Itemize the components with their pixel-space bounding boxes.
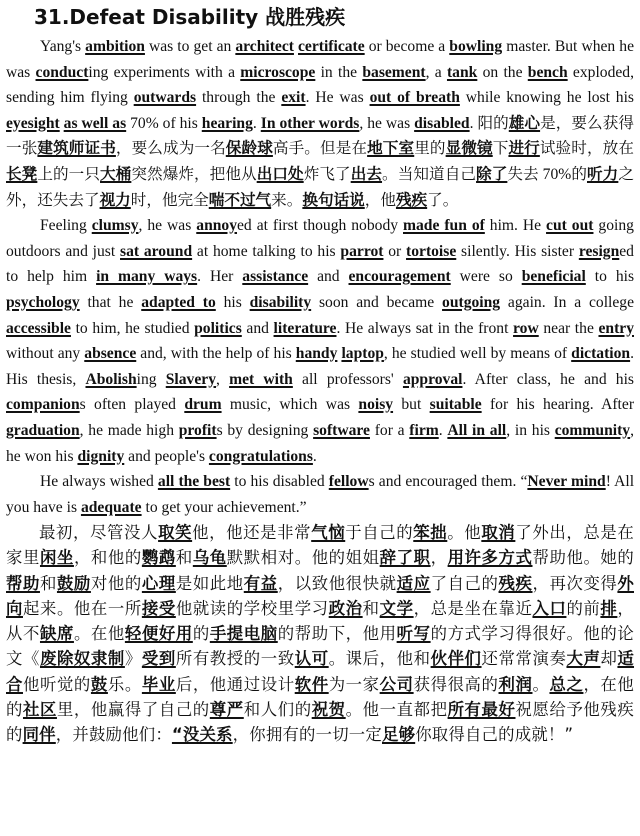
text-run: in the xyxy=(315,63,363,81)
text-run: Yang's xyxy=(40,38,86,55)
vocab-term: 伙伴们 xyxy=(430,649,482,669)
text-run: ed to help him xyxy=(6,242,634,286)
text-run: ，和他的 xyxy=(73,548,142,568)
vocab-term: 祝贺 xyxy=(311,699,346,719)
vocab-term: 有益 xyxy=(243,573,278,593)
vocab-term: microscope xyxy=(240,63,316,81)
vocab-term: 软件 xyxy=(294,674,329,694)
vocab-term: laptop xyxy=(341,345,384,363)
vocab-term: assistance xyxy=(242,268,309,286)
text-run: 了自己的 xyxy=(430,573,499,593)
text-run: , he was xyxy=(359,114,415,132)
text-run: 他听觉的 xyxy=(22,674,91,694)
vocab-term: 缺席 xyxy=(39,624,74,644)
text-run: for his hearing. After xyxy=(481,396,635,414)
text-run: 起来。他在一所 xyxy=(22,598,142,618)
text-run: s often played xyxy=(79,396,185,414)
text-run: soon and became xyxy=(311,293,443,311)
text-run: ，在他的 xyxy=(6,674,634,719)
text-run: 是，要么获得一张 xyxy=(6,114,634,158)
vocab-term: basement xyxy=(362,63,426,81)
vocab-term: handy xyxy=(295,345,338,363)
vocab-term: cut out xyxy=(546,217,594,235)
text-run: ，并鼓励他们： xyxy=(55,724,172,744)
text-run: and, with the help of his xyxy=(136,345,296,363)
text-run: ed at first though nobody xyxy=(237,217,403,235)
text-run: without any xyxy=(6,345,85,363)
text-run: master. But when he was xyxy=(6,38,634,81)
text-run: 了。 xyxy=(427,191,459,209)
vocab-term: resign xyxy=(578,242,620,260)
vocab-term: 取消 xyxy=(481,523,516,543)
vocab-term: out of breath xyxy=(369,89,460,107)
vocab-term: dictation xyxy=(571,345,631,363)
vocab-term: 残疾 xyxy=(498,573,533,593)
text-run: 试验时，放在 xyxy=(539,140,634,158)
vocab-term: all the best xyxy=(157,473,231,491)
vocab-term: conduct xyxy=(35,63,89,81)
vocab-term: 闲坐 xyxy=(39,548,74,568)
text-run: 了外出，总是在家里 xyxy=(6,523,635,568)
text-run: silently. His sister xyxy=(456,242,579,260)
vocab-term: 笨拙 xyxy=(413,523,448,543)
vocab-term: drum xyxy=(184,396,222,414)
vocab-term: 大桶 xyxy=(100,165,132,183)
vocab-term: hearing xyxy=(201,114,253,132)
vocab-term: 轻便好用 xyxy=(124,624,193,644)
text-run: to his xyxy=(585,268,635,286)
text-run: 来。 xyxy=(271,191,303,209)
vocab-term: profit xyxy=(178,421,217,439)
text-run: to get your achievement.” xyxy=(141,498,307,516)
vocab-term: 出去 xyxy=(350,165,383,183)
text-run: , he made high xyxy=(79,421,179,439)
text-run: 和人们的 xyxy=(243,699,312,719)
text-run: , a xyxy=(425,63,447,81)
vocab-term: 取笑 xyxy=(158,523,193,543)
text-run: 70% of his xyxy=(126,114,202,132)
text-run: 。 xyxy=(532,674,550,694)
text-run: ，以致他很快就 xyxy=(277,573,397,593)
text-run: ing experiments with a xyxy=(88,63,241,81)
page-title: 31.Defeat Disability 战胜残疾 xyxy=(34,5,346,29)
text-run: , in his xyxy=(506,421,555,439)
vocab-term: outgoing xyxy=(442,293,501,311)
vocab-term: 接受 xyxy=(141,598,176,618)
vocab-term: Abolish xyxy=(85,370,137,388)
text-run: , he was xyxy=(138,217,197,235)
vocab-term: made fun of xyxy=(403,217,485,235)
text-run: to his disabled xyxy=(230,473,329,491)
text-run: 炸飞了 xyxy=(303,165,351,183)
text-run: 是如此地 xyxy=(175,573,244,593)
text-run: to him, he studied xyxy=(70,319,195,337)
text-run: ! All you have is xyxy=(6,473,635,516)
vocab-term: architect xyxy=(235,38,294,55)
vocab-term: politics xyxy=(194,319,242,337)
text-run: that he xyxy=(79,293,142,311)
vocab-term: noisy xyxy=(358,396,394,414)
text-run: ing xyxy=(136,370,166,388)
text-run: for a xyxy=(369,421,410,439)
vocab-term: annoy xyxy=(196,217,238,235)
text-run: ， xyxy=(430,548,448,568)
vocab-term: as well as xyxy=(63,114,127,132)
vocab-term: 除了 xyxy=(476,165,508,183)
vocab-term: parrot xyxy=(340,242,384,260)
text-run: and xyxy=(241,319,274,337)
vocab-term: 听写 xyxy=(396,624,431,644)
text-run: . xyxy=(469,114,478,132)
text-run: s by designing xyxy=(216,421,314,439)
text-run: ，再次变得 xyxy=(532,573,618,593)
vocab-term: beneficial xyxy=(521,268,586,286)
text-run: , he won his xyxy=(6,421,634,465)
vocab-term: 听力 xyxy=(587,165,619,183)
vocab-term: 政治 xyxy=(328,598,363,618)
vocab-term: “没关系 xyxy=(171,724,233,744)
vocab-term: fellow xyxy=(328,473,369,491)
text-run: 于自己的 xyxy=(345,523,414,543)
vocab-term: Slavery xyxy=(165,370,216,388)
vocab-term: 毕业 xyxy=(141,674,176,694)
text-run: 你取得自己的成就！” xyxy=(415,724,574,744)
text-run: 。他一直都把 xyxy=(345,699,448,719)
text-run: while knowing he lost his xyxy=(459,89,634,107)
vocab-term: firm xyxy=(409,421,439,439)
vocab-term: 鼓励 xyxy=(56,573,91,593)
vocab-term: row xyxy=(513,319,539,337)
vocab-term: 雄心 xyxy=(508,114,541,132)
vocab-term: companion xyxy=(6,396,80,414)
vocab-term: bench xyxy=(527,63,568,81)
text-run: . He was xyxy=(305,89,370,107)
text-run: Feeling xyxy=(40,217,92,235)
vocab-term: congratulations xyxy=(208,447,313,465)
text-run: 。课后，他和 xyxy=(328,649,431,669)
vocab-term: 辞了职 xyxy=(379,548,431,568)
vocab-term: graduation xyxy=(6,421,80,439)
paragraph-1 xyxy=(6,34,634,213)
text-run: 上的一只 xyxy=(37,165,101,183)
text-run: 的前 xyxy=(566,598,601,618)
vocab-term: suitable xyxy=(429,396,482,414)
vocab-term: 心理 xyxy=(141,573,176,593)
text-run: him. He xyxy=(484,217,547,235)
text-run: at home talking to his xyxy=(192,242,341,260)
vocab-term: 文学 xyxy=(379,598,414,618)
vocab-term: accessible xyxy=(6,319,71,337)
vocab-term: 认可 xyxy=(294,649,329,669)
text-run: 和 xyxy=(175,548,193,568)
vocab-term: 地下室 xyxy=(367,140,415,158)
vocab-term: 入口 xyxy=(532,598,567,618)
vocab-term: 鹦鹉 xyxy=(141,548,176,568)
vocab-term: ambition xyxy=(85,38,145,55)
vocab-term: bowling xyxy=(449,38,503,55)
text-run: 。他 xyxy=(447,523,482,543)
vocab-term: eyesight xyxy=(6,114,60,132)
text-run: and xyxy=(308,268,349,286)
vocab-term: 同伴 xyxy=(22,724,56,744)
vocab-term: Never mind xyxy=(527,473,606,491)
text-run: all professors' xyxy=(292,370,403,388)
vocab-term: 视力 xyxy=(99,191,131,209)
text-run: 高手。但是在 xyxy=(272,140,368,158)
vocab-term: 用许多方式 xyxy=(447,548,533,568)
vocab-term: literature xyxy=(273,319,337,337)
text-run: . xyxy=(438,421,448,439)
vocab-term: 利润 xyxy=(498,674,533,694)
text-run: 祝愿给予他残疾的 xyxy=(6,699,634,744)
text-run: 突然爆炸，把他从 xyxy=(131,165,257,183)
vocab-term: software xyxy=(313,421,370,439)
text-run: or xyxy=(383,242,407,260)
paragraph-3 xyxy=(6,469,634,520)
text-run: . xyxy=(312,447,317,465)
vocab-term: 出口处 xyxy=(256,165,304,183)
vocab-term: encouragement xyxy=(348,268,451,286)
text-run: . After class, he and his xyxy=(462,370,635,388)
text-run: 里，他赢得了自己的 xyxy=(56,699,210,719)
text-run: , he studied well by means of xyxy=(383,345,572,363)
paragraph-4 xyxy=(6,520,634,747)
vocab-term: 适合 xyxy=(6,649,635,694)
vocab-term: 足够 xyxy=(382,724,416,744)
text-run: 对他的 xyxy=(90,573,142,593)
text-run: ，你拥有的一切一定 xyxy=(232,724,382,744)
vocab-term: community xyxy=(554,421,631,439)
text-run: 他，他还是非常 xyxy=(192,523,312,543)
vocab-term: met with xyxy=(229,370,293,388)
vocab-term: disability xyxy=(249,293,312,311)
vocab-term: In other words xyxy=(260,114,360,132)
vocab-term: 进行 xyxy=(508,140,540,158)
vocab-term: 残疾 xyxy=(395,191,428,209)
text-run: 。当知道自己 xyxy=(382,165,477,183)
text-run: and people's xyxy=(124,447,209,465)
vocab-term: certificate xyxy=(298,38,365,55)
vocab-term: psychology xyxy=(6,293,80,311)
vocab-term: tortoise xyxy=(406,242,457,260)
text-run: or become a xyxy=(364,38,450,55)
vocab-term: 废除奴隶制 xyxy=(39,649,125,669)
text-run: 最初，尽管没人 xyxy=(39,523,159,543)
text-run: He always wished xyxy=(40,473,158,491)
text-run: s and encouraged them. “ xyxy=(368,473,528,491)
text-run: 后，他通过设计 xyxy=(175,674,295,694)
text-run: . He always sat in the front xyxy=(336,319,514,337)
text-run: 他就读的学校里学习 xyxy=(175,598,329,618)
text-run: . xyxy=(252,114,261,132)
text-run: again. In a college xyxy=(500,293,635,311)
vocab-term: 所有最好 xyxy=(447,699,516,719)
vocab-term: sat around xyxy=(120,242,193,260)
vocab-term: 排 xyxy=(600,598,618,618)
vocab-term: 外向 xyxy=(6,573,634,618)
document-body xyxy=(6,34,634,747)
vocab-term: 气恼 xyxy=(311,523,346,543)
vocab-term: 换句话说 xyxy=(302,191,365,209)
text-run: his xyxy=(215,293,250,311)
vocab-term: disabled xyxy=(414,114,470,132)
text-run: near the xyxy=(538,319,599,337)
text-run: ，他 xyxy=(364,191,396,209)
text-run: 的 xyxy=(192,624,210,644)
text-run: on the xyxy=(477,63,528,81)
text-run: . His thesis, xyxy=(6,345,634,388)
text-run: were so xyxy=(450,268,522,286)
vocab-term: adapted to xyxy=(141,293,216,311)
vocab-term: 尊严 xyxy=(209,699,244,719)
text-run: 乐。 xyxy=(107,674,142,694)
text-run: 的方式学习得很好。他的论文《 xyxy=(6,624,634,669)
vocab-term: 手提电脑 xyxy=(209,624,278,644)
text-run: 失去 70%的 xyxy=(507,165,587,183)
vocab-term: 公司 xyxy=(379,674,414,694)
text-run: 时，他完全 xyxy=(130,191,209,209)
vocab-term: 建筑师证书 xyxy=(37,140,116,158)
text-run: going outdoors and just xyxy=(6,217,634,260)
text-run: 》 xyxy=(124,649,142,669)
vocab-term: in many ways xyxy=(96,268,198,286)
vocab-term: entry xyxy=(598,319,634,337)
text-run: 却 xyxy=(600,649,618,669)
text-run: music, which was xyxy=(221,396,359,414)
vocab-term: 大声 xyxy=(566,649,601,669)
text-run: 为一家 xyxy=(328,674,380,694)
vocab-term: exit xyxy=(281,89,306,107)
text-run: 所有教授的一致 xyxy=(175,649,295,669)
vocab-term: 显微镜 xyxy=(445,140,493,158)
vocab-term: 帮助 xyxy=(6,573,40,593)
text-run: was to get an xyxy=(144,38,236,55)
vocab-term: 受到 xyxy=(141,649,176,669)
vocab-term: dignity xyxy=(77,447,125,465)
text-run: through the xyxy=(196,89,282,107)
text-run: 之外，还失去了 xyxy=(6,165,634,209)
vocab-term: 保龄球 xyxy=(225,140,273,158)
text-run: exploded, sending him flying xyxy=(6,63,634,107)
text-run: ，从不 xyxy=(6,598,634,644)
vocab-term: clumsy xyxy=(91,217,139,235)
vocab-term: 喘不过气 xyxy=(208,191,272,209)
text-run: 下 xyxy=(492,140,509,158)
vocab-term: outwards xyxy=(133,89,197,107)
vocab-term: All in all xyxy=(447,421,507,439)
text-run: ，要么成为一名 xyxy=(115,140,226,158)
text-run: 获得很高的 xyxy=(413,674,499,694)
vocab-term: approval xyxy=(402,370,463,388)
vocab-term: tank xyxy=(446,63,478,81)
vocab-term: absence xyxy=(84,345,137,363)
text-run: . Her xyxy=(197,268,243,286)
vocab-term: 鼓 xyxy=(90,674,108,694)
paragraph-2 xyxy=(6,213,634,469)
vocab-term: 长凳 xyxy=(6,165,38,183)
text-run: 默默相对。他的姐姐 xyxy=(226,548,380,568)
text-run: , xyxy=(216,370,230,388)
text-run: 。在他 xyxy=(73,624,125,644)
text-run: 阳的 xyxy=(477,114,509,132)
text-run: ，总是坐在靠近 xyxy=(413,598,533,618)
vocab-term: 乌龟 xyxy=(192,548,227,568)
text-run: 还常常演奏 xyxy=(481,649,567,669)
text-run: 里的 xyxy=(414,140,446,158)
text-run: but xyxy=(393,396,430,414)
text-run: 和 xyxy=(362,598,380,618)
vocab-term: 社区 xyxy=(22,699,57,719)
text-run: 的帮助下，他用 xyxy=(277,624,397,644)
vocab-term: 总之 xyxy=(549,674,584,694)
text-run: 帮助他。她的 xyxy=(532,548,634,568)
vocab-term: 适应 xyxy=(396,573,431,593)
text-run: 和 xyxy=(39,573,57,593)
vocab-term: adequate xyxy=(80,498,142,516)
